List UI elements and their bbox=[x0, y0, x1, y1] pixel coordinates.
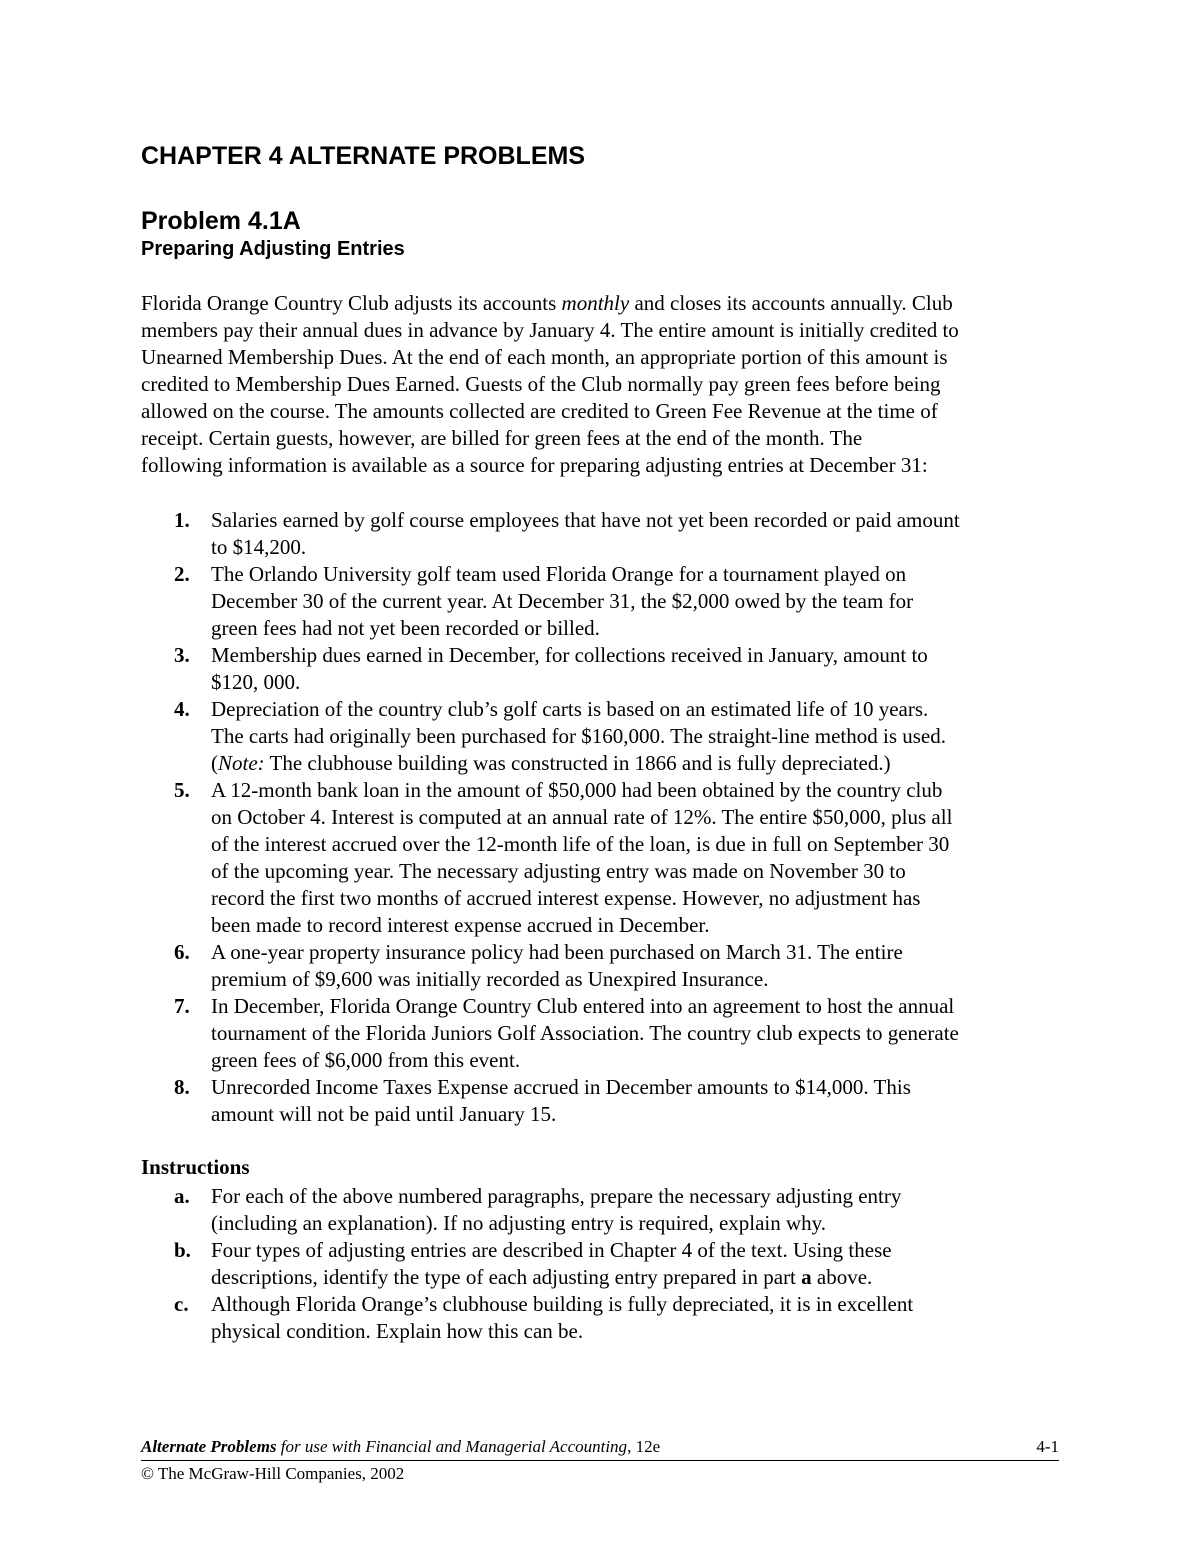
instruction-line: Four types of adjusting entries are described in Chapter 4 of the text. Using these bbox=[211, 1238, 892, 1262]
list-item-line: tournament of the Florida Juniors Golf Association. The country club expects to generate bbox=[211, 1021, 959, 1045]
intro-emphasis: monthly bbox=[561, 291, 630, 315]
intro-line: following information is available as a source for preparing adjusting entries at December 31: bbox=[141, 453, 928, 477]
list-item-line: A one-year property insurance policy had been purchased on March 31. The entire bbox=[211, 940, 903, 964]
list-marker: 1. bbox=[174, 508, 190, 532]
problem-subtitle: Preparing Adjusting Entries bbox=[141, 238, 405, 260]
instruction-text: descriptions, identify the type of each adjusting entry prepared in part bbox=[211, 1265, 802, 1289]
list-item bbox=[141, 696, 1081, 777]
list-item-line: premium of $9,600 was initially recorded as Unexpired Insurance. bbox=[211, 967, 769, 991]
footer-copyright: © The McGraw-Hill Companies, 2002 bbox=[141, 1464, 405, 1483]
intro-text: Florida Orange Country Club adjusts its accounts bbox=[141, 291, 562, 315]
list-item-line: of the interest accrued over the 12-month life of the loan, is due in full on September 30 bbox=[211, 832, 950, 856]
list-marker: 4. bbox=[174, 697, 190, 721]
intro-line: Unearned Membership Dues. At the end of each month, an appropriate portion of this amount is bbox=[141, 345, 948, 369]
instruction-item bbox=[141, 1291, 1081, 1345]
footer-page-number: 4-1 bbox=[1036, 1437, 1059, 1456]
list-item-line: green fees of $6,000 from this event. bbox=[211, 1048, 521, 1072]
list-item bbox=[141, 1074, 1081, 1128]
intro-line: members pay their annual dues in advance by January 4. The entire amount is initially credited to bbox=[141, 318, 959, 342]
footer-book-middle: for use with bbox=[276, 1437, 366, 1456]
footer-book-name: Financial and Managerial Accounting bbox=[365, 1437, 628, 1456]
intro-line bbox=[141, 290, 1071, 317]
list-item bbox=[141, 993, 1081, 1074]
list-item-line: Depreciation of the country club’s golf carts is based on an estimated life of 10 years. bbox=[211, 697, 929, 721]
list-item-line: A 12-month bank loan in the amount of $50,000 had been obtained by the country club bbox=[211, 778, 943, 802]
footer-book-edition: , 12e bbox=[627, 1437, 661, 1456]
instruction-line: Although Florida Orange’s clubhouse building is fully depreciated, it is in excellent bbox=[211, 1292, 914, 1316]
list-item-note bbox=[211, 750, 1081, 777]
list-marker: 7. bbox=[174, 994, 190, 1018]
instruction-line bbox=[211, 1264, 1081, 1291]
list-item-line: In December, Florida Orange Country Club entered into an agreement to host the annual bbox=[211, 994, 955, 1018]
instruction-marker: c. bbox=[174, 1292, 189, 1316]
intro-paragraph bbox=[141, 290, 1071, 479]
list-item-line: to $14,200. bbox=[211, 535, 307, 559]
list-item-line: green fees had not yet been recorded or billed. bbox=[211, 616, 600, 640]
footer-book-line bbox=[141, 1436, 1059, 1461]
chapter-title: CHAPTER 4 ALTERNATE PROBLEMS bbox=[141, 142, 585, 170]
list-item-line: Membership dues earned in December, for collections received in January, amount to bbox=[211, 643, 928, 667]
instruction-marker: b. bbox=[174, 1238, 191, 1262]
list-item bbox=[141, 561, 1081, 642]
instruction-line: For each of the above numbered paragraphs, prepare the necessary adjusting entry bbox=[211, 1184, 902, 1208]
numbered-list bbox=[141, 507, 1081, 1128]
instruction-marker: a. bbox=[174, 1184, 190, 1208]
instruction-bold-ref: a bbox=[801, 1265, 812, 1289]
list-item-line: Salaries earned by golf course employees that have not yet been recorded or paid amount bbox=[211, 508, 960, 532]
list-marker: 8. bbox=[174, 1075, 190, 1099]
list-item-line: record the first two months of accrued interest expense. However, no adjustment has bbox=[211, 886, 921, 910]
instructions-list bbox=[141, 1183, 1081, 1345]
list-item-line: $120, 000. bbox=[211, 670, 301, 694]
instructions-heading: Instructions bbox=[141, 1155, 250, 1179]
list-item bbox=[141, 642, 1081, 696]
list-item-line: on October 4. Interest is computed at an annual rate of 12%. The entire $50,000, plus all bbox=[211, 805, 953, 829]
instruction-item bbox=[141, 1237, 1081, 1291]
intro-text: and closes its accounts annually. Club bbox=[629, 291, 953, 315]
note-label: Note: bbox=[218, 751, 265, 775]
list-marker: 3. bbox=[174, 643, 190, 667]
list-item-line: of the upcoming year. The necessary adjusting entry was made on November 30 to bbox=[211, 859, 906, 883]
instruction-line: physical condition. Explain how this can be. bbox=[211, 1319, 584, 1343]
list-item-line: The carts had originally been purchased for $160,000. The straight-line method is used. bbox=[211, 724, 946, 748]
footer-book-title: Alternate Problems bbox=[141, 1437, 277, 1456]
list-item-line: amount will not be paid until January 15. bbox=[211, 1102, 557, 1126]
instruction-text: above. bbox=[811, 1265, 873, 1289]
note-text: The clubhouse building was constructed in 1866 and is fully depreciated.) bbox=[264, 751, 891, 775]
instruction-line: (including an explanation). If no adjusting entry is required, explain why. bbox=[211, 1211, 827, 1235]
problem-number: Problem 4.1A bbox=[141, 207, 301, 235]
list-marker: 6. bbox=[174, 940, 190, 964]
note-paren: ( bbox=[211, 751, 218, 775]
list-item-line: December 30 of the current year. At December 31, the $2,000 owed by the team for bbox=[211, 589, 914, 613]
list-item bbox=[141, 507, 1081, 561]
intro-line: receipt. Certain guests, however, are billed for green fees at the end of the month. The bbox=[141, 426, 863, 450]
list-item-line: The Orlando University golf team used Florida Orange for a tournament played on bbox=[211, 562, 907, 586]
list-marker: 5. bbox=[174, 778, 190, 802]
intro-line: credited to Membership Dues Earned. Guests of the Club normally pay green fees before being bbox=[141, 372, 941, 396]
list-item bbox=[141, 777, 1081, 939]
list-marker: 2. bbox=[174, 562, 190, 586]
list-item-line: Unrecorded Income Taxes Expense accrued in December amounts to $14,000. This bbox=[211, 1075, 911, 1099]
list-item-line: been made to record interest expense accrued in December. bbox=[211, 913, 710, 937]
instruction-item bbox=[141, 1183, 1081, 1237]
intro-line: allowed on the course. The amounts collected are credited to Green Fee Revenue at the time of bbox=[141, 399, 938, 423]
list-item bbox=[141, 939, 1081, 993]
